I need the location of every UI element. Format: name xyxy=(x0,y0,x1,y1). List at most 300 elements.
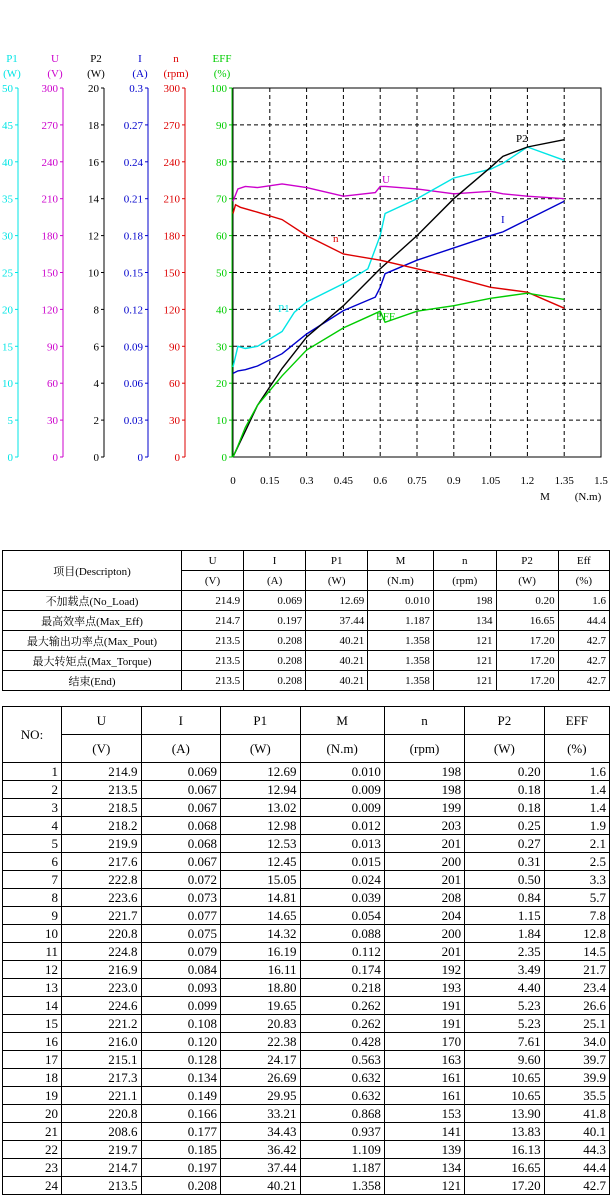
detail-cell: 224.8 xyxy=(62,943,142,961)
detail-cell: 7.8 xyxy=(544,907,609,925)
detail-row-number: 22 xyxy=(3,1141,62,1159)
detail-cell: 16.65 xyxy=(465,1159,545,1177)
detail-cell: 224.6 xyxy=(62,997,142,1015)
series-label-p2: P2 xyxy=(516,133,528,145)
detail-column-header: M xyxy=(300,707,384,735)
x-axis-unit: (N.m) xyxy=(574,491,602,503)
detail-cell: 18.80 xyxy=(221,979,301,997)
series-line-n xyxy=(233,205,564,308)
detail-cell: 26.6 xyxy=(544,997,609,1015)
y-tick-label: 0.24 xyxy=(123,156,143,169)
detail-cell: 2.35 xyxy=(465,943,545,961)
detail-cell: 141 xyxy=(384,1123,464,1141)
summary-row-label: 最大输出功率点(Max_Pout) xyxy=(3,631,182,651)
y-axis-unit-p2: (W) xyxy=(87,68,105,80)
series-label-p1: P1 xyxy=(278,303,290,315)
detail-cell: 21.7 xyxy=(544,961,609,979)
detail-row xyxy=(3,1159,610,1177)
detail-cell: 0.009 xyxy=(300,799,384,817)
summary-column-unit: (%) xyxy=(558,571,609,591)
detail-cell: 29.95 xyxy=(221,1087,301,1105)
detail-cell: 1.358 xyxy=(300,1177,384,1195)
y-axis-title-n: n xyxy=(173,53,179,65)
detail-cell: 0.068 xyxy=(141,817,221,835)
detail-cell: 12.45 xyxy=(221,853,301,871)
detail-cell: 223.6 xyxy=(62,889,142,907)
summary-cell: 16.65 xyxy=(496,611,558,631)
detail-row xyxy=(3,907,610,925)
summary-row-label: 不加载点(No_Load) xyxy=(3,591,182,611)
y-tick-label: 10 xyxy=(88,267,99,280)
detail-row-number: 7 xyxy=(3,871,62,889)
summary-column-header: P2 xyxy=(496,551,558,571)
detail-column-unit: (%) xyxy=(544,735,609,763)
detail-row-number: 18 xyxy=(3,1069,62,1087)
detail-cell: 3.3 xyxy=(544,871,609,889)
detail-cell: 0.084 xyxy=(141,961,221,979)
detail-cell: 5.7 xyxy=(544,889,609,907)
detail-row-number: 2 xyxy=(3,781,62,799)
detail-table xyxy=(2,706,610,1195)
detail-cell: 4.40 xyxy=(465,979,545,997)
summary-row-label: 结束(End) xyxy=(3,671,182,691)
y-axis-title-p2: P2 xyxy=(90,53,102,65)
detail-cell: 221.1 xyxy=(62,1087,142,1105)
detail-row-number: 9 xyxy=(3,907,62,925)
detail-cell: 170 xyxy=(384,1033,464,1051)
detail-cell: 1.4 xyxy=(544,781,609,799)
y-tick-label: 180 xyxy=(41,230,58,243)
y-tick-label: 4 xyxy=(93,378,99,391)
detail-cell: 203 xyxy=(384,817,464,835)
detail-cell: 0.84 xyxy=(465,889,545,907)
detail-cell: 0.054 xyxy=(300,907,384,925)
detail-cell: 2.1 xyxy=(544,835,609,853)
detail-cell: 218.2 xyxy=(62,817,142,835)
detail-cell: 42.7 xyxy=(544,1177,609,1195)
detail-cell: 192 xyxy=(384,961,464,979)
detail-cell: 1.84 xyxy=(465,925,545,943)
summary-column-unit: (W) xyxy=(496,571,558,591)
detail-cell: 0.009 xyxy=(300,781,384,799)
y-tick-label: 40 xyxy=(2,156,13,169)
summary-cell: 214.7 xyxy=(182,611,244,631)
detail-cell: 0.024 xyxy=(300,871,384,889)
summary-column-unit: (rpm) xyxy=(433,571,496,591)
y-tick-label: 50 xyxy=(2,83,13,95)
detail-cell: 0.067 xyxy=(141,853,221,871)
summary-cell: 0.010 xyxy=(368,591,434,611)
summary-column-header: P1 xyxy=(306,551,368,571)
detail-row-number: 12 xyxy=(3,961,62,979)
detail-cell: 12.98 xyxy=(221,817,301,835)
detail-row xyxy=(3,997,610,1015)
summary-column-header: I xyxy=(244,551,306,571)
y-tick-label: 0.18 xyxy=(123,230,143,243)
y-tick-label: 0 xyxy=(52,452,58,464)
detail-cell: 22.38 xyxy=(221,1033,301,1051)
y-tick-label: 30 xyxy=(169,415,180,428)
y-tick-label: 300 xyxy=(41,83,58,95)
detail-cell: 0.128 xyxy=(141,1051,221,1069)
summary-row-label: 最大转矩点(Max_Torque) xyxy=(3,651,182,671)
y-axis-title-eff: EFF xyxy=(212,53,232,65)
y-axis-title-u: U xyxy=(51,53,59,65)
y-tick-label: 80 xyxy=(216,156,227,169)
detail-row-number: 13 xyxy=(3,979,62,997)
detail-cell: 201 xyxy=(384,835,464,853)
detail-cell: 221.7 xyxy=(62,907,142,925)
summary-cell: 1.358 xyxy=(368,631,434,651)
detail-cell: 0.073 xyxy=(141,889,221,907)
detail-cell: 0.134 xyxy=(141,1069,221,1087)
summary-column-header: n xyxy=(433,551,496,571)
series-line-eff xyxy=(233,293,564,457)
detail-cell: 217.6 xyxy=(62,853,142,871)
x-tick-label: 0.3 xyxy=(299,475,314,487)
detail-cell: 0.077 xyxy=(141,907,221,925)
detail-no-header: NO: xyxy=(3,707,62,763)
summary-row xyxy=(3,591,610,611)
detail-cell: 1.109 xyxy=(300,1141,384,1159)
detail-row xyxy=(3,853,610,871)
detail-cell: 24.17 xyxy=(221,1051,301,1069)
detail-cell: 3.49 xyxy=(465,961,545,979)
detail-row xyxy=(3,781,610,799)
y-tick-label: 0.09 xyxy=(123,341,143,354)
y-tick-label: 30 xyxy=(216,341,227,354)
detail-cell: 34.43 xyxy=(221,1123,301,1141)
detail-cell: 0.149 xyxy=(141,1087,221,1105)
series-label-n: n xyxy=(333,233,339,245)
detail-column-unit: (W) xyxy=(465,735,545,763)
detail-cell: 193 xyxy=(384,979,464,997)
detail-cell: 213.5 xyxy=(62,781,142,799)
detail-cell: 161 xyxy=(384,1087,464,1105)
detail-cell: 0.012 xyxy=(300,817,384,835)
detail-cell: 198 xyxy=(384,781,464,799)
detail-cell: 2.5 xyxy=(544,853,609,871)
detail-cell: 153 xyxy=(384,1105,464,1123)
detail-cell: 208.6 xyxy=(62,1123,142,1141)
y-tick-label: 0 xyxy=(7,452,13,464)
detail-cell: 13.90 xyxy=(465,1105,545,1123)
x-tick-label: 1.2 xyxy=(520,475,535,487)
y-tick-label: 16 xyxy=(88,156,99,169)
detail-cell: 16.13 xyxy=(465,1141,545,1159)
detail-cell: 13.02 xyxy=(221,799,301,817)
y-axis-unit-u: (V) xyxy=(47,68,63,80)
detail-column-header: I xyxy=(141,707,221,735)
detail-cell: 0.079 xyxy=(141,943,221,961)
y-tick-label: 0 xyxy=(174,452,180,464)
y-tick-label: 15 xyxy=(2,341,13,354)
detail-column-header: U xyxy=(62,707,142,735)
detail-cell: 199 xyxy=(384,799,464,817)
y-tick-label: 6 xyxy=(93,341,99,354)
motor-performance-chart xyxy=(0,0,616,545)
detail-cell: 163 xyxy=(384,1051,464,1069)
detail-cell: 16.11 xyxy=(221,961,301,979)
summary-header-row xyxy=(3,551,610,571)
detail-cell: 200 xyxy=(384,853,464,871)
y-axis-unit-eff: (%) xyxy=(213,68,231,80)
detail-cell: 0.868 xyxy=(300,1105,384,1123)
detail-cell: 12.8 xyxy=(544,925,609,943)
detail-cell: 0.25 xyxy=(465,817,545,835)
y-tick-label: 210 xyxy=(163,193,180,206)
detail-cell: 139 xyxy=(384,1141,464,1159)
detail-cell: 0.108 xyxy=(141,1015,221,1033)
y-tick-label: 0 xyxy=(137,452,143,464)
series-label-eff: EFF xyxy=(376,311,395,323)
y-tick-label: 2 xyxy=(93,415,99,428)
y-tick-label: 0.15 xyxy=(123,267,143,280)
x-tick-label: 0 xyxy=(230,475,236,487)
detail-row-number: 1 xyxy=(3,763,62,781)
summary-cell: 1.187 xyxy=(368,611,434,631)
detail-cell: 161 xyxy=(384,1069,464,1087)
detail-column-unit: (A) xyxy=(141,735,221,763)
detail-cell: 0.31 xyxy=(465,853,545,871)
detail-cell: 218.5 xyxy=(62,799,142,817)
detail-cell: 17.20 xyxy=(465,1177,545,1195)
y-tick-label: 20 xyxy=(88,83,99,95)
x-tick-label: 0.75 xyxy=(407,475,427,487)
detail-cell: 12.94 xyxy=(221,781,301,799)
y-tick-label: 30 xyxy=(2,230,13,243)
detail-cell: 0.632 xyxy=(300,1069,384,1087)
series-line-i xyxy=(233,201,564,373)
y-tick-label: 240 xyxy=(163,156,180,169)
detail-row xyxy=(3,1015,610,1033)
detail-cell: 0.069 xyxy=(141,763,221,781)
detail-cell: 9.60 xyxy=(465,1051,545,1069)
detail-cell: 0.093 xyxy=(141,979,221,997)
detail-row-number: 5 xyxy=(3,835,62,853)
detail-cell: 14.5 xyxy=(544,943,609,961)
detail-cell: 134 xyxy=(384,1159,464,1177)
detail-row-number: 20 xyxy=(3,1105,62,1123)
y-axis-title-p1: P1 xyxy=(6,53,18,65)
detail-cell: 219.7 xyxy=(62,1141,142,1159)
detail-cell: 214.9 xyxy=(62,763,142,781)
detail-cell: 0.218 xyxy=(300,979,384,997)
summary-row xyxy=(3,671,610,691)
detail-row xyxy=(3,1069,610,1087)
summary-cell: 44.4 xyxy=(558,611,609,631)
summary-cell: 42.7 xyxy=(558,651,609,671)
detail-cell: 37.44 xyxy=(221,1159,301,1177)
x-axis-label: M xyxy=(540,491,550,503)
detail-row-number: 11 xyxy=(3,943,62,961)
detail-cell: 14.65 xyxy=(221,907,301,925)
detail-cell: 0.563 xyxy=(300,1051,384,1069)
y-tick-label: 300 xyxy=(163,83,180,95)
detail-cell: 33.21 xyxy=(221,1105,301,1123)
detail-cell: 0.166 xyxy=(141,1105,221,1123)
detail-row xyxy=(3,799,610,817)
summary-cell: 40.21 xyxy=(306,671,368,691)
summary-column-unit: (A) xyxy=(244,571,306,591)
y-tick-label: 0.21 xyxy=(123,193,143,206)
summary-cell: 37.44 xyxy=(306,611,368,631)
detail-cell: 0.20 xyxy=(465,763,545,781)
detail-cell: 223.0 xyxy=(62,979,142,997)
detail-row xyxy=(3,1033,610,1051)
detail-column-header: P1 xyxy=(221,707,301,735)
y-tick-label: 90 xyxy=(169,341,180,354)
y-tick-label: 45 xyxy=(2,119,13,132)
summary-cell: 1.358 xyxy=(368,671,434,691)
summary-cell: 17.20 xyxy=(496,631,558,651)
y-tick-label: 14 xyxy=(88,193,99,206)
detail-row-number: 21 xyxy=(3,1123,62,1141)
detail-row-number: 8 xyxy=(3,889,62,907)
detail-header-row xyxy=(3,707,610,735)
detail-cell: 215.1 xyxy=(62,1051,142,1069)
detail-row xyxy=(3,979,610,997)
detail-cell: 0.18 xyxy=(465,781,545,799)
detail-column-unit: (V) xyxy=(62,735,142,763)
detail-cell: 220.8 xyxy=(62,1105,142,1123)
detail-cell: 216.9 xyxy=(62,961,142,979)
detail-cell: 1.187 xyxy=(300,1159,384,1177)
detail-cell: 36.42 xyxy=(221,1141,301,1159)
detail-cell: 35.5 xyxy=(544,1087,609,1105)
y-tick-label: 70 xyxy=(216,193,227,206)
detail-cell: 0.177 xyxy=(141,1123,221,1141)
y-tick-label: 50 xyxy=(216,267,227,280)
y-tick-label: 35 xyxy=(2,193,13,206)
summary-cell: 0.208 xyxy=(244,651,306,671)
detail-row xyxy=(3,871,610,889)
detail-row-number: 19 xyxy=(3,1087,62,1105)
detail-cell: 26.69 xyxy=(221,1069,301,1087)
detail-cell: 214.7 xyxy=(62,1159,142,1177)
detail-row xyxy=(3,1141,610,1159)
detail-cell: 0.039 xyxy=(300,889,384,907)
summary-cell: 42.7 xyxy=(558,671,609,691)
summary-column-unit: (V) xyxy=(182,571,244,591)
detail-row xyxy=(3,961,610,979)
detail-row xyxy=(3,763,610,781)
detail-cell: 20.83 xyxy=(221,1015,301,1033)
y-tick-label: 5 xyxy=(7,415,13,428)
summary-cell: 1.6 xyxy=(558,591,609,611)
detail-cell: 13.83 xyxy=(465,1123,545,1141)
summary-cell: 0.208 xyxy=(244,631,306,651)
detail-cell: 0.428 xyxy=(300,1033,384,1051)
x-tick-label: 0.15 xyxy=(260,475,280,487)
detail-cell: 0.18 xyxy=(465,799,545,817)
series-label-u: U xyxy=(382,174,390,186)
y-tick-label: 150 xyxy=(41,267,58,280)
y-tick-label: 20 xyxy=(216,378,227,391)
x-tick-label: 0.6 xyxy=(373,475,388,487)
y-tick-label: 270 xyxy=(163,119,180,132)
detail-cell: 216.0 xyxy=(62,1033,142,1051)
detail-cell: 0.072 xyxy=(141,871,221,889)
detail-cell: 220.8 xyxy=(62,925,142,943)
detail-cell: 10.65 xyxy=(465,1087,545,1105)
y-tick-label: 90 xyxy=(216,119,227,132)
y-tick-label: 60 xyxy=(169,378,180,391)
detail-cell: 204 xyxy=(384,907,464,925)
y-tick-label: 0.27 xyxy=(123,119,143,132)
detail-row xyxy=(3,1051,610,1069)
summary-cell: 121 xyxy=(433,671,496,691)
y-tick-label: 240 xyxy=(41,156,58,169)
y-tick-label: 10 xyxy=(2,378,13,391)
detail-row xyxy=(3,925,610,943)
y-tick-label: 8 xyxy=(93,304,99,317)
detail-cell: 221.2 xyxy=(62,1015,142,1033)
summary-table xyxy=(2,550,610,691)
y-tick-label: 0.3 xyxy=(129,83,143,95)
summary-row xyxy=(3,651,610,671)
detail-column-unit: (W) xyxy=(221,735,301,763)
summary-cell: 0.069 xyxy=(244,591,306,611)
x-tick-label: 1.05 xyxy=(480,475,501,487)
detail-cell: 191 xyxy=(384,1015,464,1033)
detail-row-number: 14 xyxy=(3,997,62,1015)
detail-row xyxy=(3,835,610,853)
detail-cell: 0.50 xyxy=(465,871,545,889)
summary-cell: 1.358 xyxy=(368,651,434,671)
y-tick-label: 12 xyxy=(88,230,99,243)
summary-cell: 198 xyxy=(433,591,496,611)
detail-cell: 41.8 xyxy=(544,1105,609,1123)
summary-cell: 213.5 xyxy=(182,671,244,691)
summary-cell: 0.20 xyxy=(496,591,558,611)
y-tick-label: 0 xyxy=(221,452,227,464)
detail-cell: 10.65 xyxy=(465,1069,545,1087)
detail-column-unit: (rpm) xyxy=(384,735,464,763)
detail-cell: 0.27 xyxy=(465,835,545,853)
detail-cell: 0.075 xyxy=(141,925,221,943)
summary-column-unit: (W) xyxy=(306,571,368,591)
detail-cell: 23.4 xyxy=(544,979,609,997)
detail-row xyxy=(3,1123,610,1141)
y-tick-label: 60 xyxy=(216,230,227,243)
y-axis-title-i: I xyxy=(138,53,142,65)
y-tick-label: 0.06 xyxy=(123,378,143,391)
detail-row-number: 17 xyxy=(3,1051,62,1069)
detail-cell: 1.4 xyxy=(544,799,609,817)
y-tick-label: 120 xyxy=(163,304,180,317)
detail-cell: 0.197 xyxy=(141,1159,221,1177)
detail-row xyxy=(3,889,610,907)
y-tick-label: 180 xyxy=(163,230,180,243)
summary-row-label: 最高效率点(Max_Eff) xyxy=(3,611,182,631)
x-tick-label: 1.35 xyxy=(554,475,574,487)
x-tick-label: 0.45 xyxy=(333,475,354,487)
detail-cell: 201 xyxy=(384,943,464,961)
detail-cell: 25.1 xyxy=(544,1015,609,1033)
detail-cell: 34.0 xyxy=(544,1033,609,1051)
detail-cell: 1.9 xyxy=(544,817,609,835)
summary-row xyxy=(3,611,610,631)
summary-column-header: Eff xyxy=(558,551,609,571)
detail-row-number: 3 xyxy=(3,799,62,817)
detail-cell: 14.32 xyxy=(221,925,301,943)
detail-cell: 16.19 xyxy=(221,943,301,961)
detail-cell: 5.23 xyxy=(465,1015,545,1033)
summary-column-header: M xyxy=(368,551,434,571)
detail-cell: 15.05 xyxy=(221,871,301,889)
summary-cell: 214.9 xyxy=(182,591,244,611)
